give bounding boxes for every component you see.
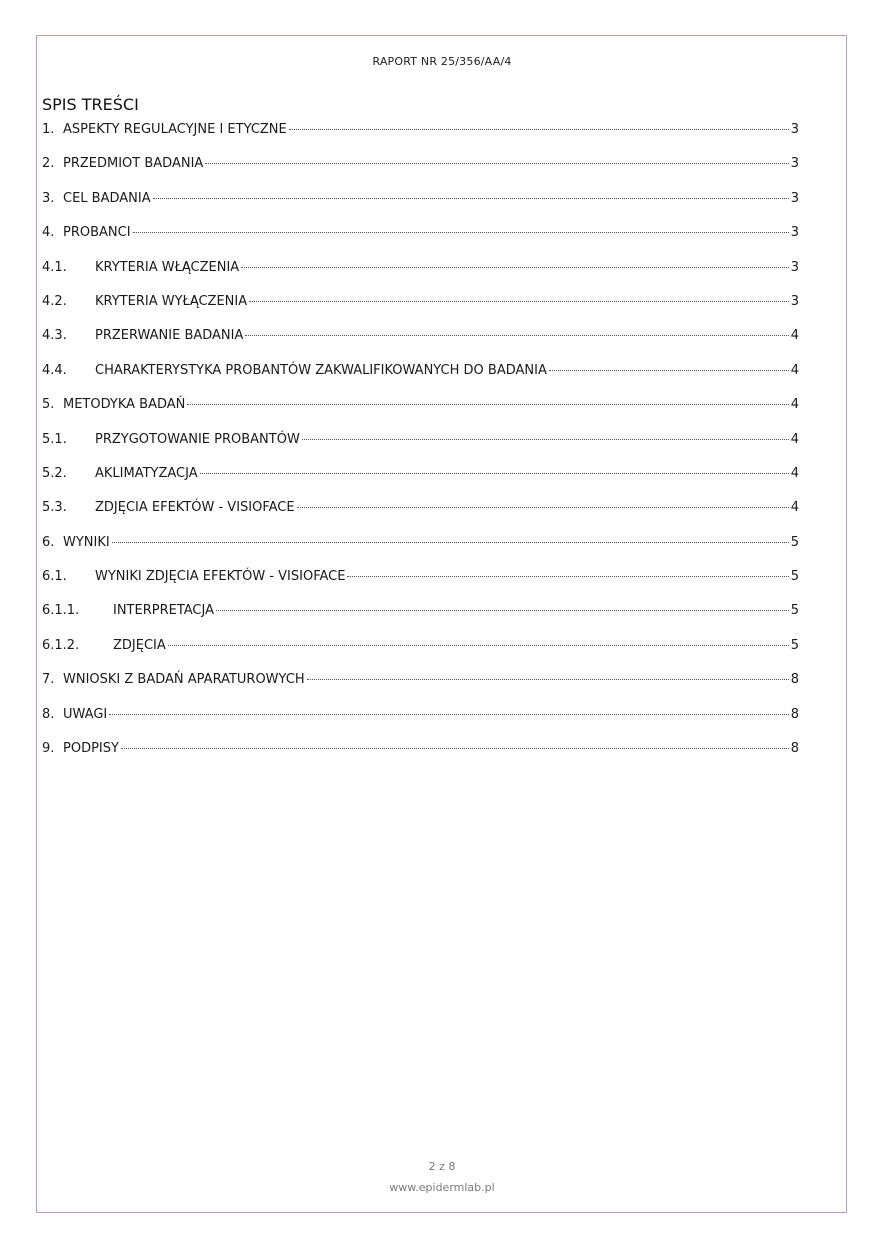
toc-dot-leader bbox=[245, 335, 788, 336]
toc-entry[interactable] bbox=[42, 191, 799, 225]
toc-entry[interactable] bbox=[42, 535, 799, 569]
toc-entry-number: 4. bbox=[42, 225, 55, 241]
toc-entry[interactable] bbox=[42, 707, 799, 741]
toc-entry-page: 4 bbox=[790, 500, 799, 516]
toc-entry[interactable] bbox=[42, 672, 799, 706]
toc-dot-leader bbox=[200, 473, 789, 474]
toc-entry-number: 5.1. bbox=[42, 431, 67, 447]
toc-entry-label: ZDJĘCIA EFEKTÓW - VISIOFACE bbox=[95, 500, 295, 516]
toc-entry-number: 4.1. bbox=[42, 259, 67, 275]
toc-entry-number: 6. bbox=[42, 534, 55, 550]
toc-entry-number: 5. bbox=[42, 397, 55, 413]
toc-entry-page: 3 bbox=[790, 190, 799, 206]
toc-entry-label: PRZERWANIE BADANIA bbox=[95, 328, 244, 344]
toc-dot-leader bbox=[112, 542, 789, 543]
toc-entry-number: 2. bbox=[42, 156, 55, 172]
toc-entry-page: 3 bbox=[790, 293, 799, 309]
footer-website: www.epidermlab.pl bbox=[389, 1181, 495, 1194]
toc-entry[interactable] bbox=[42, 294, 799, 328]
toc-entry-label: WNIOSKI Z BADAŃ APARATUROWYCH bbox=[63, 672, 305, 688]
toc-entry[interactable] bbox=[42, 741, 799, 775]
toc-dot-leader bbox=[216, 610, 789, 611]
toc-entry-page: 5 bbox=[790, 603, 799, 619]
toc-dot-leader bbox=[297, 507, 789, 508]
toc-entry-page: 8 bbox=[790, 741, 799, 757]
toc-dot-leader bbox=[549, 370, 789, 371]
toc-entry[interactable] bbox=[42, 122, 799, 156]
toc-entry-page: 5 bbox=[790, 637, 799, 653]
toc-entry-label: CHARAKTERYSTYKA PROBANTÓW ZAKWALIFIKOWANYCH DO BADANIA bbox=[95, 362, 547, 378]
toc-entry-number: 1. bbox=[42, 122, 55, 137]
toc-dot-leader bbox=[302, 439, 789, 440]
toc-entry-page: 3 bbox=[790, 122, 799, 137]
toc-entry-number: 6.1.2. bbox=[42, 637, 80, 653]
toc-entry-label: CEL BADANIA bbox=[63, 190, 151, 206]
toc-dot-leader bbox=[121, 748, 789, 749]
toc-entry-label: WYNIKI ZDJĘCIA EFEKTÓW - VISIOFACE bbox=[95, 569, 346, 585]
toc-dot-leader bbox=[187, 404, 788, 405]
toc-entry-number: 5.2. bbox=[42, 465, 67, 481]
toc-entry-label: ZDJĘCIA bbox=[113, 637, 166, 653]
toc-entry[interactable] bbox=[42, 432, 799, 466]
toc-entry-label: AKLIMATYZACJA bbox=[95, 465, 198, 481]
toc-entry-page: 8 bbox=[790, 672, 799, 688]
toc-entry-label: PROBANCI bbox=[63, 225, 131, 241]
toc-entry-label: PODPISY bbox=[63, 741, 119, 757]
toc-entry-label: KRYTERIA WŁĄCZENIA bbox=[95, 259, 240, 275]
toc-entry-number: 5.3. bbox=[42, 500, 67, 516]
report-number-header: RAPORT NR 25/356/AA/4 bbox=[372, 55, 512, 68]
toc-dot-leader bbox=[109, 714, 788, 715]
toc-entry[interactable] bbox=[42, 260, 799, 294]
toc-dot-leader bbox=[289, 129, 789, 130]
toc-entry-label: UWAGI bbox=[63, 706, 108, 722]
toc-entry-page: 8 bbox=[790, 706, 799, 722]
toc-entry-number: 4.2. bbox=[42, 293, 67, 309]
toc-dot-leader bbox=[168, 645, 789, 646]
toc-title: SPIS TREŚCI bbox=[42, 95, 139, 114]
toc-entry[interactable] bbox=[42, 466, 799, 500]
toc-entry-number: 4.4. bbox=[42, 362, 67, 378]
toc-entry-page: 5 bbox=[790, 569, 799, 585]
toc-entry[interactable] bbox=[42, 225, 799, 259]
toc-entry[interactable] bbox=[42, 638, 799, 672]
toc-dot-leader bbox=[241, 267, 789, 268]
toc-entry[interactable] bbox=[42, 397, 799, 431]
toc-entry[interactable] bbox=[42, 156, 799, 190]
toc-entry-page: 4 bbox=[790, 397, 799, 413]
toc-entry-label: WYNIKI bbox=[63, 534, 110, 550]
toc-entry-number: 6.1. bbox=[42, 569, 67, 585]
toc-entry-page: 3 bbox=[790, 225, 799, 241]
toc-entry-page: 3 bbox=[790, 156, 799, 172]
toc-entry[interactable] bbox=[42, 328, 799, 362]
toc-entry-number: 9. bbox=[42, 741, 55, 757]
toc-entry[interactable] bbox=[42, 569, 799, 603]
toc-entry-label: PRZEDMIOT BADANIA bbox=[63, 156, 204, 172]
toc-dot-leader bbox=[249, 301, 789, 302]
toc-entry-page: 5 bbox=[790, 534, 799, 550]
toc-entry-page: 4 bbox=[790, 362, 799, 378]
toc-entry[interactable] bbox=[42, 500, 799, 534]
toc-entry-label: PRZYGOTOWANIE PROBANTÓW bbox=[95, 431, 300, 447]
toc-dot-leader bbox=[153, 198, 789, 199]
toc-entry-number: 3. bbox=[42, 190, 55, 206]
toc-entry-label: KRYTERIA WYŁĄCZENIA bbox=[95, 293, 248, 309]
toc-entry-page: 4 bbox=[790, 465, 799, 481]
toc-entry-number: 4.3. bbox=[42, 328, 67, 344]
toc-entry-number: 7. bbox=[42, 672, 55, 688]
toc-entry-page: 3 bbox=[790, 259, 799, 275]
toc-entry-number: 8. bbox=[42, 706, 55, 722]
toc-dot-leader bbox=[133, 232, 789, 233]
toc-entry-number: 6.1.1. bbox=[42, 603, 80, 619]
page-indicator: 2 z 8 bbox=[428, 1160, 456, 1173]
toc-entry-label: INTERPRETACJA bbox=[113, 603, 215, 619]
toc-entry-page: 4 bbox=[790, 328, 799, 344]
toc-entry-label: ASPEKTY REGULACYJNE I ETYCZNE bbox=[63, 122, 287, 137]
table-of-contents bbox=[42, 122, 799, 775]
toc-dot-leader bbox=[205, 163, 788, 164]
toc-entry-label: METODYKA BADAŃ bbox=[63, 397, 186, 413]
toc-entry[interactable] bbox=[42, 363, 799, 397]
toc-dot-leader bbox=[307, 679, 789, 680]
toc-entry[interactable] bbox=[42, 603, 799, 637]
toc-dot-leader bbox=[347, 576, 788, 577]
toc-entry-page: 4 bbox=[790, 431, 799, 447]
